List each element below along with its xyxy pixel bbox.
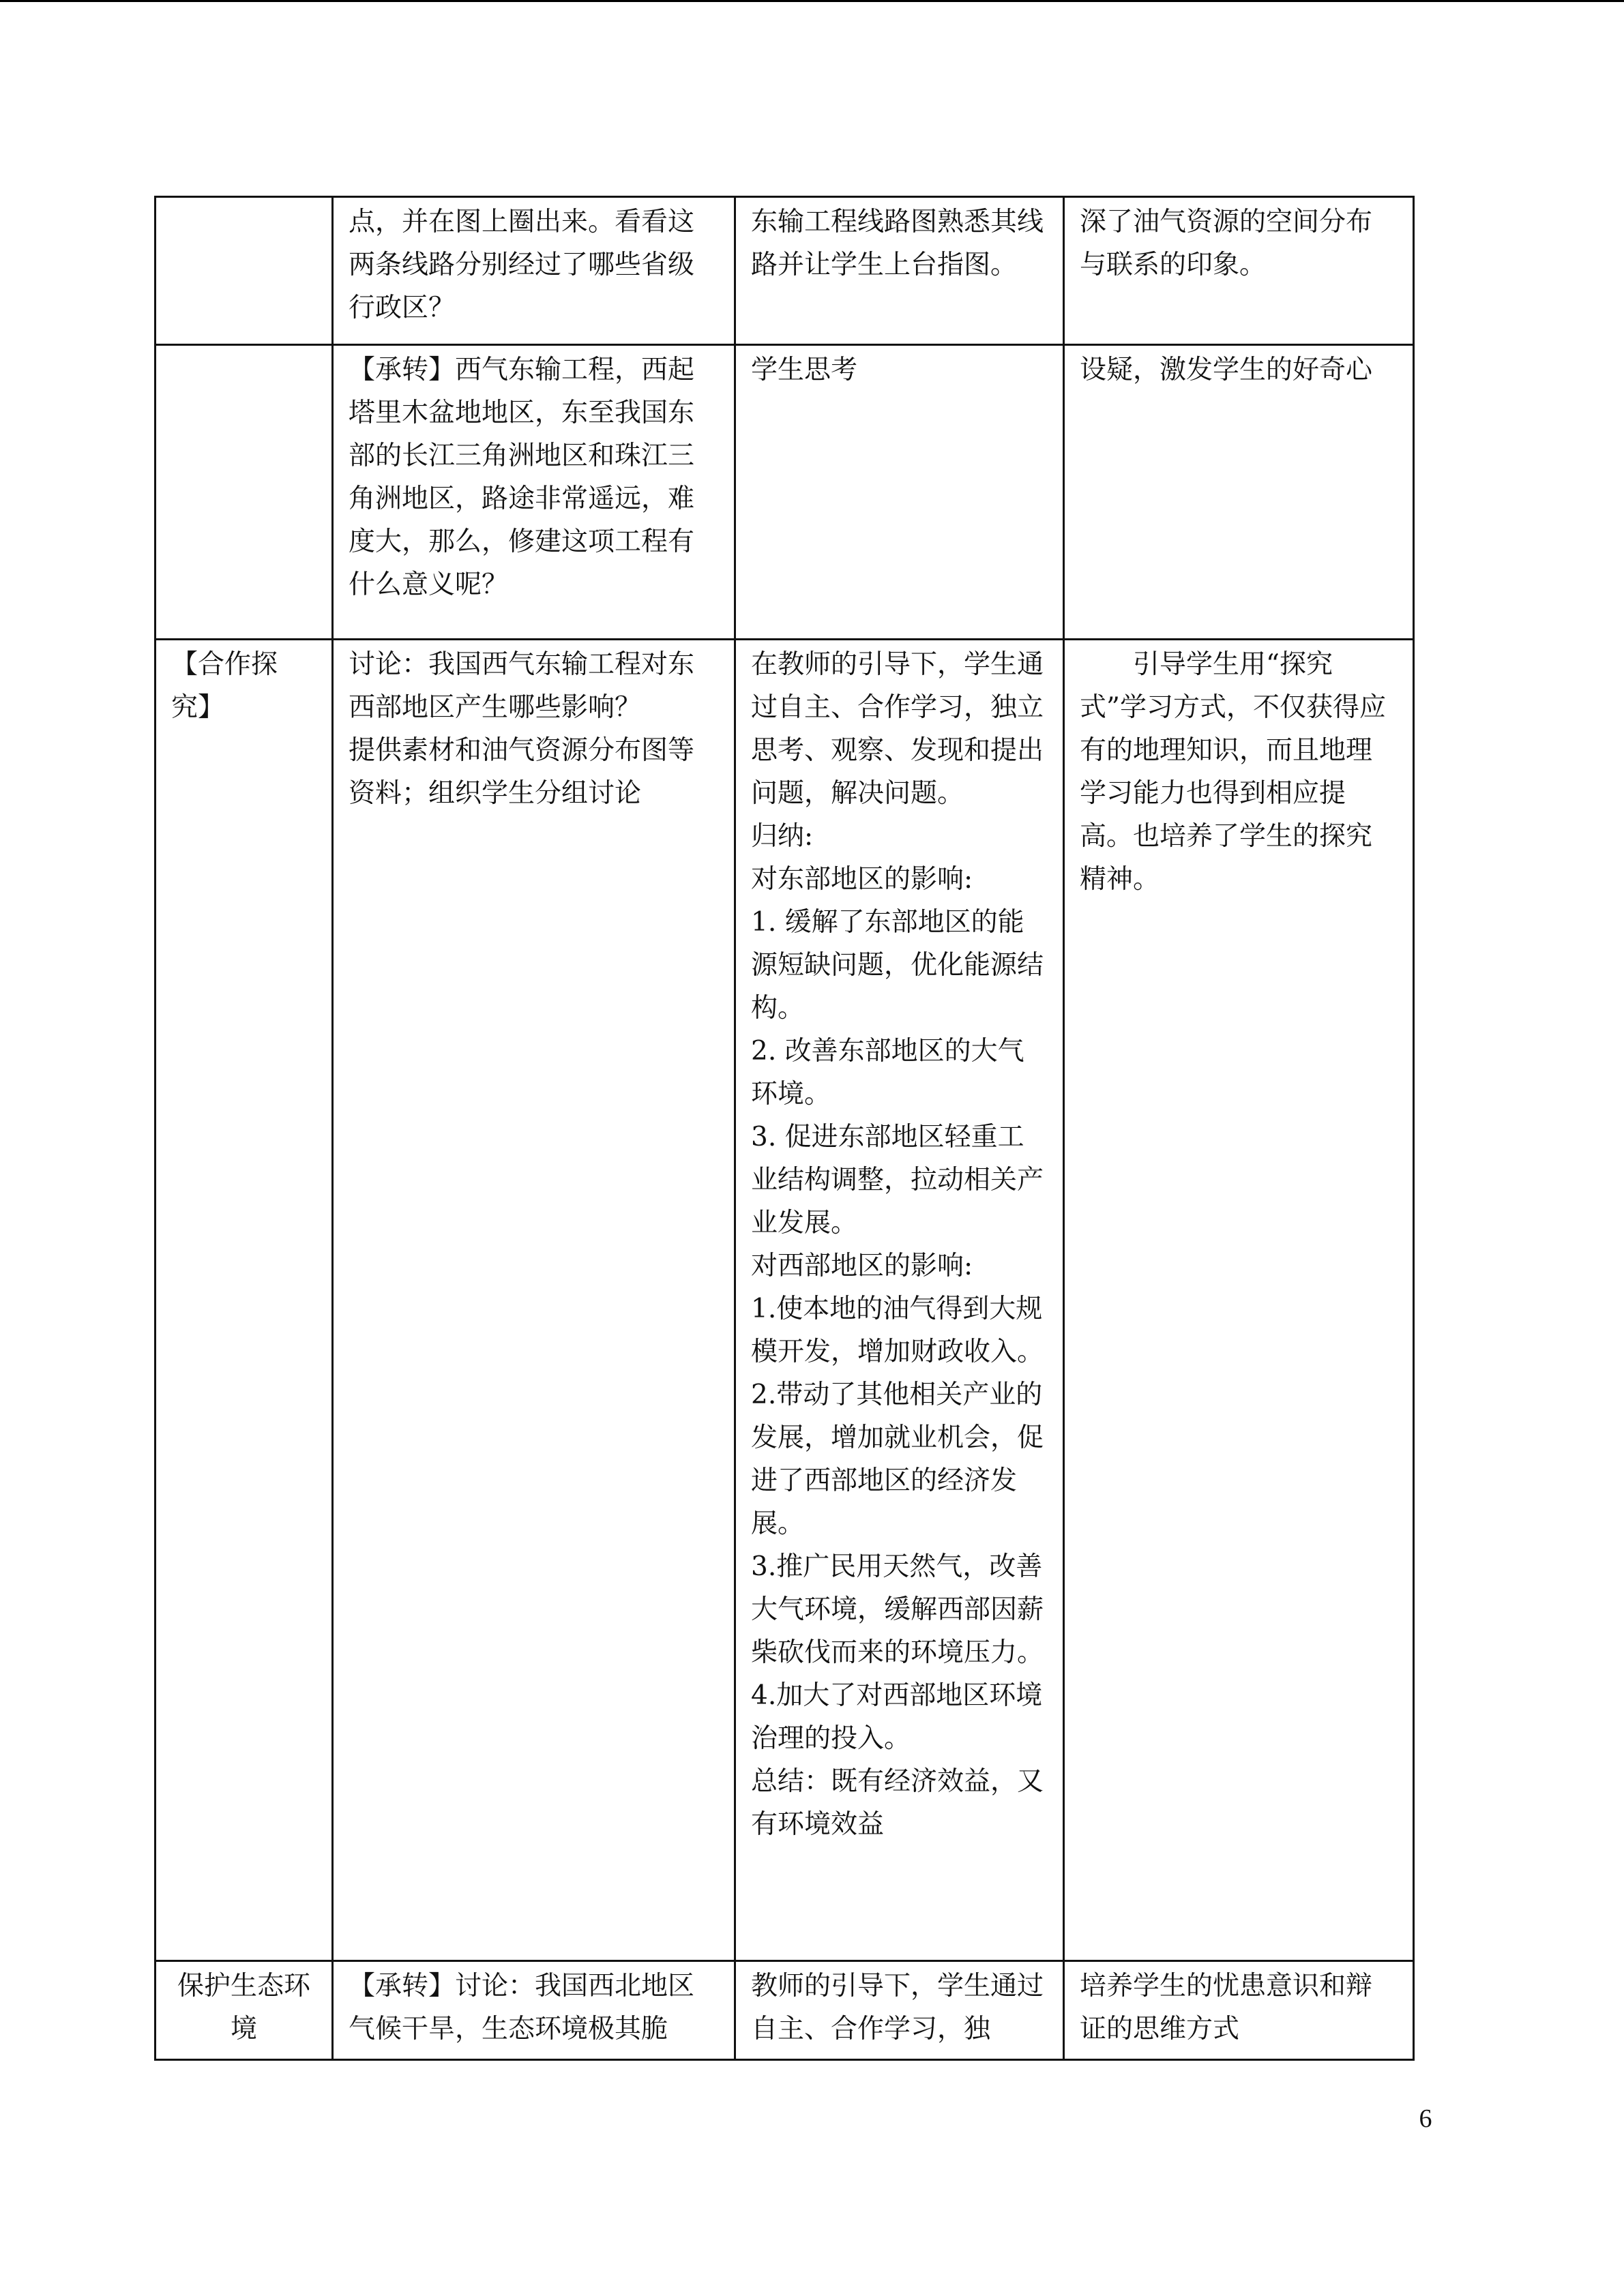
design-intent-text: 引导学生用“探究式”学习方式，不仅获得应有的地理知识，而且地理学习能力也得到相应提高。也培养了学生的探究精神。 (1080, 649, 1386, 895)
stage-cell (156, 640, 333, 1961)
student-activity-text: 2.带动了其他相关产业的发展，增加就业机会，促进了西部地区的经济发展。 (751, 1380, 1044, 1539)
student-activity-text: 总结：既有经济效益，又有环境效益 (751, 1766, 1044, 1840)
design-intent-text: 设疑，激发学生的好奇心 (1080, 355, 1373, 385)
page-number: 6 (1419, 2104, 1432, 2133)
stage-cell (156, 197, 333, 345)
student-activity-cell (735, 640, 1064, 1961)
student-activity-text: 归纳: (751, 821, 814, 852)
student-activity-cell (735, 345, 1064, 640)
student-activity-text: 学生思考 (751, 355, 858, 385)
student-activity-text: 1.使本地的油气得到大规模开发，增加财政收入。 (751, 1294, 1044, 1367)
teacher-activity-text: 点，并在图上圈出来。看看这两条线路分别经过了哪些省级行政区？ (349, 207, 695, 323)
teacher-activity-cell (333, 345, 735, 640)
student-activity-cell (735, 197, 1064, 345)
student-activity-text: 对西部地区的影响: (751, 1251, 973, 1281)
student-activity-text: 东输工程线路图熟悉其线路并让学生上台指图。 (751, 207, 1044, 280)
student-activity-text: 对东部地区的影响: (751, 864, 973, 895)
design-intent-text: 深了油气资源的空间分布与联系的印象。 (1080, 207, 1373, 280)
teacher-activity-cell (333, 197, 735, 345)
student-activity-text: 在教师的引导下，学生通过自主、合作学习，独立思考、观察、发现和提出问题，解决问题。 (751, 649, 1044, 809)
teacher-activity-cell (333, 640, 735, 1961)
table-row (156, 640, 1414, 1961)
teacher-activity-text: 【承转】讨论：我国西北地区气候干旱，生态环境极其脆 (349, 1971, 695, 2044)
teacher-activity-text: 提供素材和油气资源分布图等资料；组织学生分组讨论 (349, 735, 695, 809)
student-activity-text: 3.推广民用天然气，改善大气环境，缓解西部因薪柴砍伐而来的环境压力。 (751, 1551, 1044, 1668)
student-activity-text: 3. 促进东部地区轻重工业结构调整，拉动相关产业发展。 (751, 1122, 1044, 1238)
student-activity-cell (735, 1961, 1064, 2060)
teacher-activity-text: 【承转】西气东输工程，西起塔里木盆地地区，东至我国东部的长江三角洲地区和珠江三角洲地区，路途非常遥远，难度大，那么，修建这项工程有什么意义呢？ (349, 355, 695, 600)
table-row (156, 1961, 1414, 2060)
student-activity-text: 4.加大了对西部地区环境治理的投入。 (751, 1680, 1043, 1754)
teacher-activity-text: 讨论：我国西气东输工程对东西部地区产生哪些影响？ (349, 649, 695, 723)
design-intent-cell (1064, 640, 1414, 1961)
design-intent-cell (1064, 345, 1414, 640)
table-row (156, 345, 1414, 640)
student-activity-text: 教师的引导下，学生通过自主、合作学习，独 (751, 1971, 1044, 2044)
student-activity-text: 1. 缓解了东部地区的能源短缺问题，优化能源结构。 (751, 907, 1044, 1024)
table-row (156, 197, 1414, 345)
design-intent-cell (1064, 1961, 1414, 2060)
student-activity-text: 2. 改善东部地区的大气环境。 (751, 1036, 1024, 1109)
stage-text: 保护生态环境 (177, 1971, 310, 2044)
stage-cell (156, 1961, 333, 2060)
stage-text: 【合作探究】 (171, 649, 278, 723)
design-intent-text: 培养学生的忧患意识和辩证的思维方式 (1080, 1971, 1373, 2044)
lesson-plan-table (154, 196, 1415, 2061)
design-intent-cell (1064, 197, 1414, 345)
stage-cell (156, 345, 333, 640)
teacher-activity-cell (333, 1961, 735, 2060)
top-border-line (0, 0, 1624, 2)
